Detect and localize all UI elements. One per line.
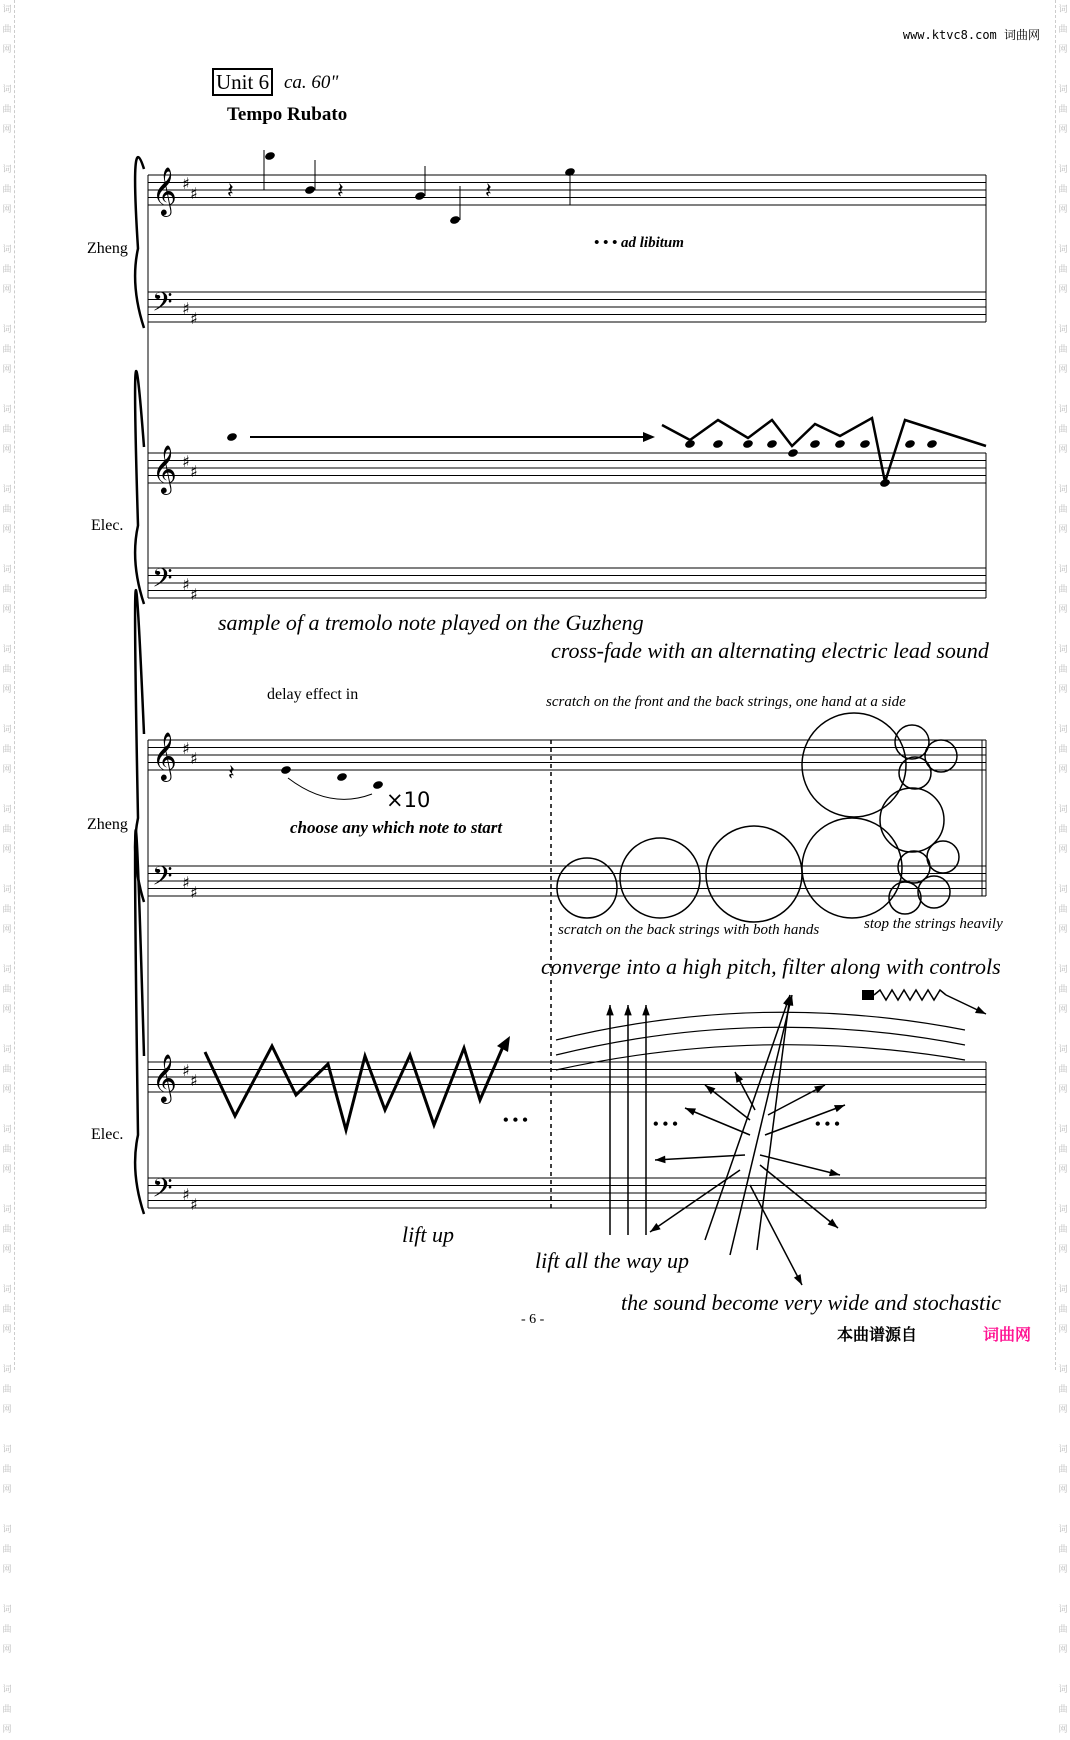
sharp-icon: ♯ — [182, 1061, 190, 1080]
lift-all-the-way-up: lift all the way up — [535, 1248, 689, 1273]
sharp-icon: ♯ — [182, 1185, 190, 1204]
stochastic-arrow — [760, 1155, 840, 1175]
brand-logo[interactable]: 词曲网 — [983, 1325, 1032, 1344]
converge-caption: converge into a high pitch, filter along with controls — [541, 954, 1001, 979]
arrow-head — [829, 1169, 840, 1176]
sharp-icon: ♯ — [190, 883, 198, 902]
sharp-icon: ♯ — [190, 462, 198, 481]
brace — [135, 371, 144, 604]
notehead — [280, 765, 292, 775]
scratch-front-back: scratch on the front and the back strings, one hand at a side — [546, 694, 906, 710]
sharp-icon: ♯ — [190, 184, 198, 203]
notehead — [372, 780, 384, 790]
sharp-icon: ♯ — [182, 739, 190, 758]
scratch-circle — [925, 740, 957, 772]
scratch-circle — [927, 841, 959, 873]
bass-clef-icon: 𝄢 — [152, 1172, 173, 1210]
treble-clef-icon: 𝄞 — [152, 1053, 177, 1102]
sharp-icon: ♯ — [190, 1071, 198, 1090]
scratch-circle — [802, 818, 902, 918]
scratch-circle — [802, 713, 906, 817]
sharp-icon: ♯ — [182, 575, 190, 594]
sharp-icon: ♯ — [190, 1195, 198, 1214]
arrow-head — [497, 1036, 510, 1052]
notehead — [834, 439, 846, 449]
rest-icon: 𝄽 — [485, 179, 492, 204]
bass-clef-icon: 𝄢 — [152, 286, 173, 324]
arrow-head — [642, 1005, 650, 1015]
tempo-marking: Tempo Rubato — [227, 104, 348, 125]
sharp-icon: ♯ — [190, 585, 198, 604]
rest-icon: 𝄽 — [227, 179, 234, 204]
choose-note: choose any which note to start — [290, 818, 503, 837]
treble-clef-icon: 𝄞 — [152, 444, 177, 493]
arrow-head — [606, 1005, 614, 1015]
treble-clef-icon: 𝄞 — [152, 731, 177, 780]
notehead — [859, 439, 871, 449]
unit-duration: ca. 60" — [284, 72, 339, 93]
arrow-head — [685, 1108, 696, 1115]
scratch-circle — [889, 882, 921, 914]
watermark-left: 词 曲 网 词 曲 网 词 曲 网 词 曲 网 词 曲 网 词 曲 网 词 曲 网 词 曲 网 词 曲 网 词 曲 网 词 曲 网 词 曲 网 词 曲 网 词 曲 网 词 曲 网 词 曲 网 词 曲 网 词 曲 网 词 曲 网 词 曲 网 词 曲 网 词 曲 网 — [0, 0, 15, 1370]
repeat-count: ×10 — [386, 788, 431, 812]
stop-strings: stop the strings heavily — [864, 916, 1003, 932]
arrow-head — [794, 1274, 802, 1285]
brace — [135, 830, 144, 1214]
delay-effect: delay effect in — [267, 686, 359, 703]
notehead — [809, 439, 821, 449]
brace — [135, 157, 144, 328]
wide-stochastic: the sound become very wide and stochastic — [621, 1290, 1002, 1315]
notehead — [879, 478, 891, 488]
filter-curve — [556, 1045, 965, 1070]
notehead — [742, 439, 754, 449]
arrow-head — [643, 432, 655, 442]
notehead — [264, 151, 276, 161]
instrument-label-elec: Elec. — [91, 517, 124, 534]
dots-2: • • • — [653, 1116, 678, 1133]
rest-icon: 𝄽 — [228, 761, 235, 786]
notehead — [684, 439, 696, 449]
lift-up: lift up — [402, 1222, 454, 1247]
ad-libitum: • • • ad libitum — [594, 235, 684, 251]
instrument-label-elec-2: Elec. — [91, 1126, 124, 1143]
rest-icon: 𝄽 — [337, 179, 344, 204]
dots-3: • • • — [815, 1116, 840, 1133]
filter-curve — [556, 1012, 965, 1040]
dots-1: • • • — [503, 1112, 528, 1129]
sharp-icon: ♯ — [190, 749, 198, 768]
caption-cross-fade: cross-fade with an alternating electric lead sound — [551, 638, 989, 663]
notehead — [336, 772, 348, 782]
alternating-lead-line — [662, 418, 986, 482]
site-header: www.ktvc8.com 词曲网 — [902, 28, 1040, 42]
control-square — [862, 990, 874, 1000]
notehead — [926, 439, 938, 449]
treble-clef-icon: 𝄞 — [152, 166, 177, 215]
notehead — [304, 185, 316, 195]
source-label: 本曲谱源自 — [837, 1325, 918, 1344]
arrow-head — [834, 1105, 845, 1112]
sharp-icon: ♯ — [182, 299, 190, 318]
caption-tremolo-sample: sample of a tremolo note played on the Guzheng — [218, 610, 644, 635]
arrow-head — [975, 1006, 986, 1014]
arrow-head — [655, 1156, 666, 1164]
notehead — [787, 448, 799, 458]
sharp-icon: ♯ — [182, 174, 190, 193]
notehead — [904, 439, 916, 449]
stochastic-arrow — [760, 1165, 838, 1228]
arrow-head — [624, 1005, 632, 1015]
arrow-head — [705, 1085, 715, 1094]
scratch-circle — [880, 788, 944, 852]
slur — [288, 778, 372, 799]
zigzag-gesture — [205, 1042, 505, 1130]
page-number: - 6 - — [521, 1312, 545, 1327]
notehead — [449, 215, 461, 225]
control-wave — [874, 990, 946, 1000]
sharp-icon: ♯ — [190, 309, 198, 328]
sharp-icon: ♯ — [182, 873, 190, 892]
notehead — [712, 439, 724, 449]
instrument-label-zheng: Zheng — [87, 240, 128, 257]
sharp-icon: ♯ — [182, 452, 190, 471]
bass-clef-icon: 𝄢 — [152, 860, 173, 898]
stochastic-arrow — [655, 1155, 745, 1160]
scratch-circle — [620, 838, 700, 918]
notehead — [226, 432, 238, 442]
unit-label: Unit 6 — [212, 68, 273, 96]
watermark-right: 词 曲 网 词 曲 网 词 曲 网 词 曲 网 词 曲 网 词 曲 网 词 曲 网 词 曲 网 词 曲 网 词 曲 网 词 曲 网 词 曲 网 词 曲 网 词 曲 网 词 曲 网 词 曲 网 词 曲 网 词 曲 网 词 曲 网 词 曲 网 词 曲 网 词 曲 网 — [1055, 0, 1070, 1370]
notehead — [766, 439, 778, 449]
instrument-label-zheng-2: Zheng — [87, 816, 128, 833]
arrow-head — [650, 1223, 661, 1232]
notehead — [414, 191, 426, 201]
bass-clef-icon: 𝄢 — [152, 562, 173, 600]
scratch-back: scratch on the back strings with both hands — [558, 922, 820, 938]
